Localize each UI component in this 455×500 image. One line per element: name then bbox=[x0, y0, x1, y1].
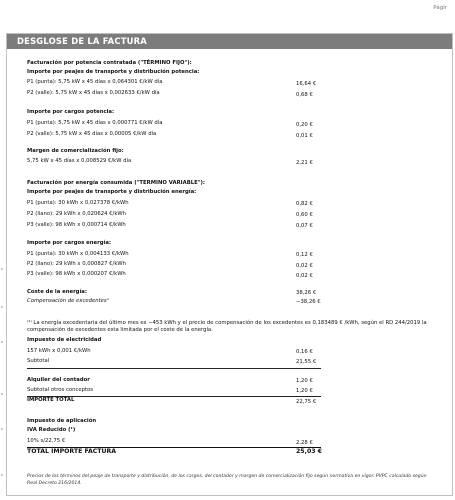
fixed-margin-heading: Margen de comercialización fijo: bbox=[27, 148, 124, 154]
line-item-amount: 0,20 € bbox=[296, 122, 313, 128]
line-item-amount: 0,02 € bbox=[296, 263, 313, 269]
line-item-label: P2 (llano): 29 kWh x 0,000827 €/kWh bbox=[27, 261, 126, 267]
energy-cost-label: Coste de la energía: bbox=[27, 289, 87, 295]
energy-cost-amount: 38,26 € bbox=[296, 290, 317, 296]
electricity-tax-heading: Impuesto de electricidad bbox=[27, 337, 102, 343]
total-amount-value: 22,75 € bbox=[296, 399, 317, 405]
line-item-amount: 0,07 € bbox=[296, 223, 313, 229]
meter-rental-amount: 1,20 € bbox=[296, 378, 313, 384]
invoice-breakdown-card bbox=[6, 33, 453, 496]
section-title: DESGLOSE DE LA FACTURA bbox=[17, 36, 147, 46]
surplus-compensation-amount: −38,26 € bbox=[296, 299, 321, 305]
variable-peajes-heading: Importe por peajes de transporte y distribución energía: bbox=[27, 189, 197, 195]
line-item-label: 157 kWh x 0,001 €/kWh bbox=[27, 348, 91, 354]
other-subtotal-amount: 1,20 € bbox=[296, 388, 313, 394]
line-item-label: P1 (punta): 5,75 kW x 45 días x 0,000771 €/kW día bbox=[27, 120, 163, 126]
line-item-amount: 0,01 € bbox=[296, 133, 313, 139]
fixed-peajes-heading: Importe por peajes de transporte y distribución potencia: bbox=[27, 69, 200, 75]
line-item-amount: 0,16 € bbox=[296, 349, 313, 355]
footer-note: Precios de los términos del peaje de transporte y distribución, de los cargos, del contador y margen de comercialización fijo según normativa en vigor. PVPC calculado según Real Decreto 216/2014. bbox=[27, 474, 427, 486]
line-item-label: P3 (valle): 98 kWh x 0,000207 €/kWh bbox=[27, 271, 126, 277]
line-item-label: P1 (punta): 5,75 kW x 45 días x 0,064301 €/kW día bbox=[27, 79, 163, 85]
other-subtotal-label: Subtotal otros conceptos bbox=[27, 387, 94, 393]
margin-mark bbox=[1, 306, 3, 308]
meter-rental-label: Alquiler del contador bbox=[27, 377, 90, 383]
line-item-amount: 0,12 € bbox=[296, 252, 313, 258]
fixed-cargos-heading: Importe por cargos potencia: bbox=[27, 109, 115, 115]
line-item-amount: 0,02 € bbox=[296, 273, 313, 279]
line-item-label: P2 (llano): 29 kWh x 0,020624 €/kWh bbox=[27, 211, 126, 217]
line-item-label: P2 (valle): 5,75 kW x 45 días x 0,00005 €/kW día bbox=[27, 131, 157, 137]
applied-tax-heading: Impuesto de aplicación bbox=[27, 418, 97, 424]
variable-term-title: Facturación por energía consumida ("TERMINO VARIABLE"): bbox=[27, 180, 206, 186]
line-item-amount: 2,28 € bbox=[296, 440, 313, 446]
total-amount-label: IMPORTE TOTAL bbox=[27, 397, 75, 403]
line-item-amount: 0,82 € bbox=[296, 201, 313, 207]
line-item-label: P1 (punta): 30 kWh x 0,027378 €/kWh bbox=[27, 200, 129, 206]
margin-mark bbox=[1, 474, 3, 476]
compensation-note: ⁽¹⁾ La energía excedentaria del último mes es −453 kWh y el precio de compensación de los excedentes es 0,183489 € /kWh, según el RD 244/2019 la compensación de excedentes esta limitada por el coste de la energía. bbox=[27, 320, 427, 333]
subtotal-amount: 21,55 € bbox=[296, 359, 317, 365]
line-item-label: P1 (punta): 30 kWh x 0,004133 €/kWh bbox=[27, 251, 129, 257]
page-label: Págir bbox=[433, 5, 447, 11]
line-item-label: 5,75 kW x 45 días x 0,008529 €/kW día bbox=[27, 158, 132, 164]
section-header bbox=[7, 34, 452, 49]
invoice-total-amount: 25,03 € bbox=[296, 448, 323, 455]
vat-heading: IVA Reducido (¹) bbox=[27, 427, 76, 433]
line-item-amount: 0,68 € bbox=[296, 92, 313, 98]
margin-mark bbox=[1, 268, 3, 270]
divider bbox=[27, 368, 321, 369]
line-item-amount: 16,64 € bbox=[296, 81, 317, 87]
line-item-label: P3 (valle): 98 kWh x 0,000714 €/kWh bbox=[27, 222, 126, 228]
margin-mark bbox=[1, 341, 3, 343]
fixed-term-title: Facturación por potencia contratada ("TÉRMINO FIJO"): bbox=[27, 60, 192, 66]
invoice-total-label: TOTAL IMPORTE FACTURA bbox=[27, 448, 117, 455]
line-item-label: P2 (valle): 5,75 kW x 45 días x 0,002633 €/kW día bbox=[27, 90, 160, 96]
line-item-amount: 0,60 € bbox=[296, 212, 313, 218]
margin-mark bbox=[1, 393, 3, 395]
subtotal-label: Subtotal bbox=[27, 358, 50, 364]
variable-cargos-heading: Importe por cargos energía: bbox=[27, 240, 112, 246]
margin-mark bbox=[1, 428, 3, 430]
surplus-compensation-label: Compensación de excedentes¹ bbox=[27, 298, 109, 304]
line-item-amount: 2,21 € bbox=[296, 160, 313, 166]
line-item-label: 10% s/22,75 € bbox=[27, 438, 66, 444]
